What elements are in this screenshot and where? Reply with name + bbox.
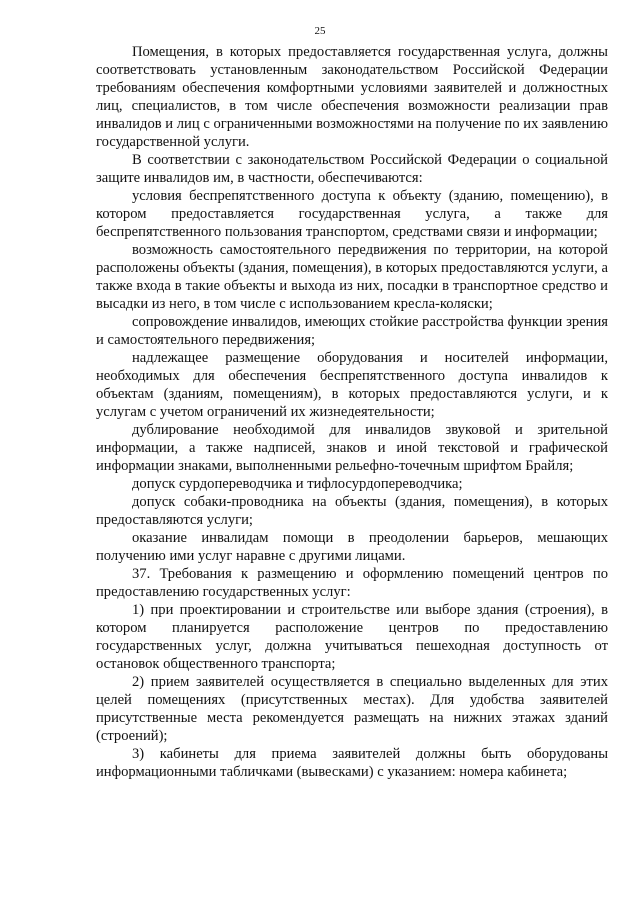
page-number: 25 <box>314 25 326 37</box>
paragraph: 2) прием заявителей осуществляется в специально выделенных для этих целей помещениях (присутственных местах). Для удобства заявителей присутственные места рекомендуется размещать на нижних этажах зданий (строений); <box>96 674 608 744</box>
paragraph: дублирование необходимой для инвалидов звуковой и зрительной информации, а также надписей, знаков и иной текстовой и графической информации знаками, выполненными рельефно-точечным шрифтом Брайля; <box>96 422 608 474</box>
paragraph: 3) кабинеты для приема заявителей должны быть оборудованы информационными табличками (вывесками) с указанием: номера кабинета; <box>96 746 608 780</box>
paragraph: условия беспрепятственного доступа к объекту (зданию, помещению), в котором предоставляется государственная услуга, а также для беспрепятственного пользования транспортом, средствами связи и информации; <box>96 188 608 240</box>
paragraph: Помещения, в которых предоставляется государственная услуга, должны соответствовать установленным законодательством Российской Федерации требованиям обеспечения комфортными условиями заявителей и должностных лиц, специалистов, в том числе обеспечения возможности реализации прав инвалидов и лиц с ограниченными возможностями на получение по их заявлению государственной услуги. <box>96 44 608 150</box>
paragraph: 1) при проектировании и строительстве или выборе здания (строения), в котором планируется расположение центров по предоставлению государственных услуг, должна учитываться пешеходная доступность от остановок общественного транспорта; <box>96 602 608 672</box>
paragraph: сопровождение инвалидов, имеющих стойкие расстройства функции зрения и самостоятельного передвижения; <box>96 314 608 348</box>
paragraph: 37. Требования к размещению и оформлению помещений центров по предоставлению государственных услуг: <box>96 566 608 600</box>
paragraph: надлежащее размещение оборудования и носителей информации, необходимых для обеспечения беспрепятственного доступа инвалидов к объектам (зданиям, помещениям), в которых предоставляются услуги, и к услугам с учетом ограничений их жизнедеятельности; <box>96 350 608 420</box>
document-body <box>96 43 608 781</box>
paragraph: допуск сурдопереводчика и тифлосурдопереводчика; <box>132 476 463 492</box>
paragraph: оказание инвалидам помощи в преодолении барьеров, мешающих получению ими услуг наравне с другими лицами. <box>96 530 608 564</box>
paragraph: допуск собаки-проводника на объекты (здания, помещения), в которых предоставляются услуги; <box>96 494 608 528</box>
paragraph: В соответствии с законодательством Российской Федерации о социальной защите инвалидов им, в частности, обеспечиваются: <box>96 152 608 186</box>
paragraph: возможность самостоятельного передвижения по территории, на которой расположены объекты (здания, помещения), в которых предоставляются услуги, а также входа в такие объекты и выхода из них, посадки в транспортное средство и высадки из него, в том числе с использованием кресла-коляски; <box>96 242 608 312</box>
